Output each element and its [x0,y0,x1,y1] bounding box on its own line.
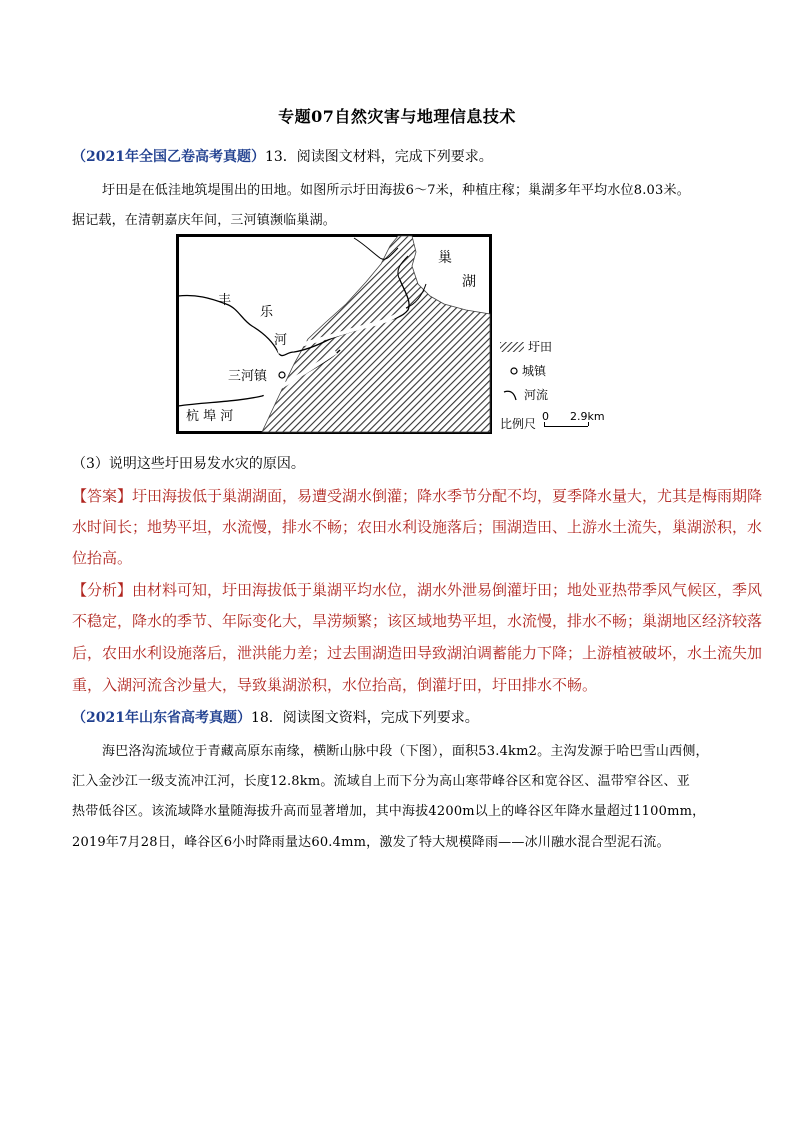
scale-value: 2.9km [570,410,605,423]
scale-zero: 0 [542,410,550,423]
lake-label-1: 巢 [438,250,452,266]
town-marker [279,372,285,378]
question-13-source: （2021年全国乙卷高考真题） [72,149,265,165]
lake-label-2: 湖 [462,274,476,290]
legend-polder [500,338,552,355]
answer-line: 位抬高。 [72,549,133,567]
legend-river-label: 河流 [524,388,549,402]
polder-map [176,234,492,434]
question-13-header [72,146,732,166]
material-line: 海巴洛沟流域位于青藏高原东南缘，横断山脉中段（下图），面积53.4km2。主沟发源于哈巴雪山西侧， [102,744,709,759]
hangbu-label: 杭 埠 河 [186,409,234,424]
analysis-text: 由材料可知，圩田海拔低于巢湖平均水位，湖水外泄易倒灌圩田；地处亚热带季风气候区，季风 [132,581,763,599]
legend-town-label: 城镇 [522,364,547,378]
answer-tag: 【答案】 [72,487,133,505]
legend-river [502,386,548,403]
town-label: 三河镇 [228,369,268,384]
answer-line [72,485,763,506]
analysis-line: 不稳定，降水的季节、年际变化大，旱涝频繁；该区域地势平坦，水流慢，排水不畅；巢湖地区经济较落 [72,612,763,630]
scale-label: 比例尺 [500,416,537,431]
analysis-tag: 【分析】 [72,581,133,599]
question-18-source: （2021年山东省高考真题） [72,710,251,726]
legend-polder-label: 圩田 [528,340,553,354]
sub-question: （3）说明这些圩田易发水灾的原因。 [72,456,305,472]
map-legend [500,336,640,440]
answer-line: 水时间长；地势平坦，水流慢，排水不畅；农田水利设施落后；围湖造田、上游水土流失，巢湖淤积，水 [72,518,763,536]
legend-town [510,362,546,379]
river-line-icon [502,388,520,402]
question-18-prompt: 18．阅读图文资料，完成下列要求。 [250,710,479,726]
material-line: 据记载，在清朝嘉庆年间，三河镇濒临巢湖。 [72,213,337,228]
river-label-1: 丰 [218,293,232,308]
analysis-line: 后，农田水利设施落后，泄洪能力差；过去围湖造田导致湖泊调蓄能力下降；上游植被破坏，水土流失加 [72,644,763,662]
page-title: 专题07自然灾害与地理信息技术 [278,107,516,126]
answer-text: 圩田海拔低于巢湖湖面，易遭受湖水倒灌；降水季节分配不均，夏季降水量大，尤其是梅雨期降 [132,487,763,505]
legend-scale [500,410,610,432]
hatch-swatch-icon [500,342,524,352]
river-label-3: 河 [274,333,288,348]
material-line: 2019年7月28日，峰谷区6小时降雨量达60.4mm，激发了特大规模降雨——冰川融水混合型泥石流。 [72,835,670,850]
material-line: 圩田是在低洼地筑堤围出的田地。如图所示圩田海拔6～7米，种植庄稼；巢湖多年平均水位8.03米。 [102,183,690,198]
analysis-line [72,579,763,600]
question-18-header [72,707,732,727]
town-circle-icon [510,367,518,375]
scale-bar [540,410,610,432]
river-label-2: 乐 [260,305,274,320]
material-line: 汇入金沙江一级支流冲江河，长度12.8km。流域自上而下分为高山寒带峰谷区和宽谷区、温带窄谷区、亚 [72,774,690,789]
question-13-prompt: 13．阅读图文材料，完成下列要求。 [264,149,493,165]
material-line: 热带低谷区。该流域降水量随海拔升高而显著增加，其中海拔4200m以上的峰谷区年降水量超过1100mm， [72,804,706,819]
analysis-line: 重，入湖河流含沙量大，导致巢湖淤积，水位抬高，倒灌圩田，圩田排水不畅。 [72,676,598,694]
